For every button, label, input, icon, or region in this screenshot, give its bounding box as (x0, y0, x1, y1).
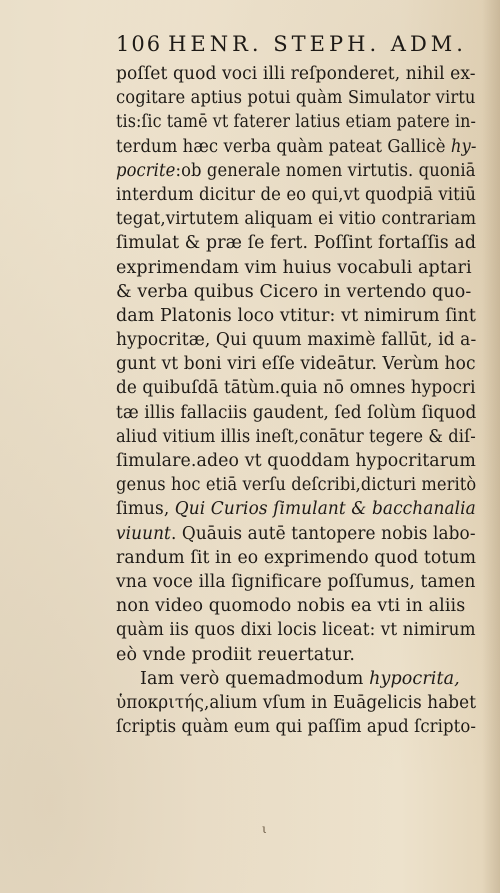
text-segment: interdum dicitur de eo qui,vt quodpiā vitiū (116, 184, 476, 205)
text-line (116, 570, 476, 594)
text-segment: vna voce illa ſignificare poſſumus, tamen (116, 571, 476, 592)
text-segment: Iam verò quemadmodum (140, 668, 370, 689)
text-segment: :ob generale nomen virtutis. quoniā (175, 160, 476, 181)
text-line (116, 425, 476, 449)
text-line (116, 618, 476, 642)
text-line (116, 135, 477, 159)
text-segment: eò vnde prodiit reuertatur. (116, 644, 356, 665)
page-edge-shadow (482, 0, 500, 893)
text-line (116, 110, 477, 134)
text-line (116, 401, 477, 425)
text-line (116, 256, 476, 280)
text-line (116, 522, 476, 546)
body-text (116, 62, 476, 739)
text-segment: & verba quibus Cicero in vertendo quo- (116, 281, 472, 302)
signature-mark: ι (262, 822, 267, 836)
text-segment: gunt vt boni viri eſſe videātur. Verùm hoc (116, 354, 476, 375)
text-segment: ſcriptis quàm eum qui paſſim apud ſcripto- (116, 717, 477, 738)
italic-text: hypocrita, (369, 668, 460, 689)
text-segment: quàm iis quos dixi locis liceat: vt nimirum (116, 620, 476, 641)
text-segment: tegat,virtutem aliquam ei vitio contrariam (116, 209, 477, 230)
text-line (116, 183, 476, 207)
text-segment: genus hoc etiā verſu deſcribi,dicturi meritò (116, 475, 477, 496)
text-segment: ſimus, (116, 499, 175, 520)
text-line (116, 376, 476, 400)
text-line (116, 328, 477, 352)
text-line (116, 280, 476, 304)
text-line (116, 691, 477, 715)
text-segment: tis:ſic tamē vt faterer latius etiam patere in- (116, 112, 477, 133)
text-segment: randum ſit in eo exprimendo quod totum (116, 547, 477, 568)
text-segment: hypocritæ, Qui quum maximè fallūt, id a- (116, 330, 477, 351)
text-line (116, 86, 476, 110)
text-segment: ,alium vſum in Euāgelicis habet (203, 692, 477, 713)
text-segment: dam Platonis loco vtitur: vt nimirum ſint (116, 305, 476, 326)
text-line (116, 667, 476, 691)
text-segment: . Quāuis autē tantopere nobis labo- (170, 523, 476, 544)
text-line (116, 449, 476, 473)
text-line (116, 231, 477, 255)
text-line (116, 497, 476, 521)
text-segment: poſſet quod voci illi reſponderet, nihil ex- (116, 64, 476, 84)
text-segment: terdum hæc verba quàm pateat Gallicè (116, 136, 451, 157)
page-number: 106 (116, 32, 163, 56)
text-line (116, 304, 475, 328)
italic-text: pocrite (116, 160, 176, 181)
text-block (116, 32, 476, 739)
text-line (116, 715, 477, 739)
running-head-title: HENR. STEPH. ADM. (168, 32, 467, 56)
text-segment: tæ illis fallaciis gaudent, ſed ſolùm ſiquod (116, 402, 477, 423)
running-header (116, 32, 476, 62)
text-line (116, 352, 476, 376)
italic-text: hy- (450, 136, 477, 157)
text-segment: ſimulat & præ ſe fert. Poſſint fortaſſis ad (116, 233, 477, 254)
text-segment: de quibuſdā tātùm.quia nō omnes hypocri (116, 378, 476, 399)
text-segment: aliud vitium illis ineſt,conātur tegere & diſ- (116, 426, 476, 447)
text-line (116, 643, 476, 667)
text-line (116, 159, 476, 183)
text-line (116, 594, 476, 618)
text-line (116, 207, 477, 231)
text-line (116, 62, 476, 86)
italic-text: viuunt (116, 523, 171, 544)
text-segment: ſimulare.adeo vt quoddam hypocritarum (116, 451, 476, 471)
text-line (116, 473, 477, 497)
text-segment: cogitare aptius potui quàm Simulator virtu (116, 88, 476, 109)
text-line (116, 546, 477, 570)
text-segment: non video quomodo nobis ea vti in aliis (116, 596, 466, 617)
italic-text: Qui Curios ſimulant & bacchanalia (174, 499, 476, 520)
text-segment: exprimendam vim huius vocabuli aptari (116, 257, 472, 278)
text-segment: ὑποκριτής (116, 692, 204, 713)
